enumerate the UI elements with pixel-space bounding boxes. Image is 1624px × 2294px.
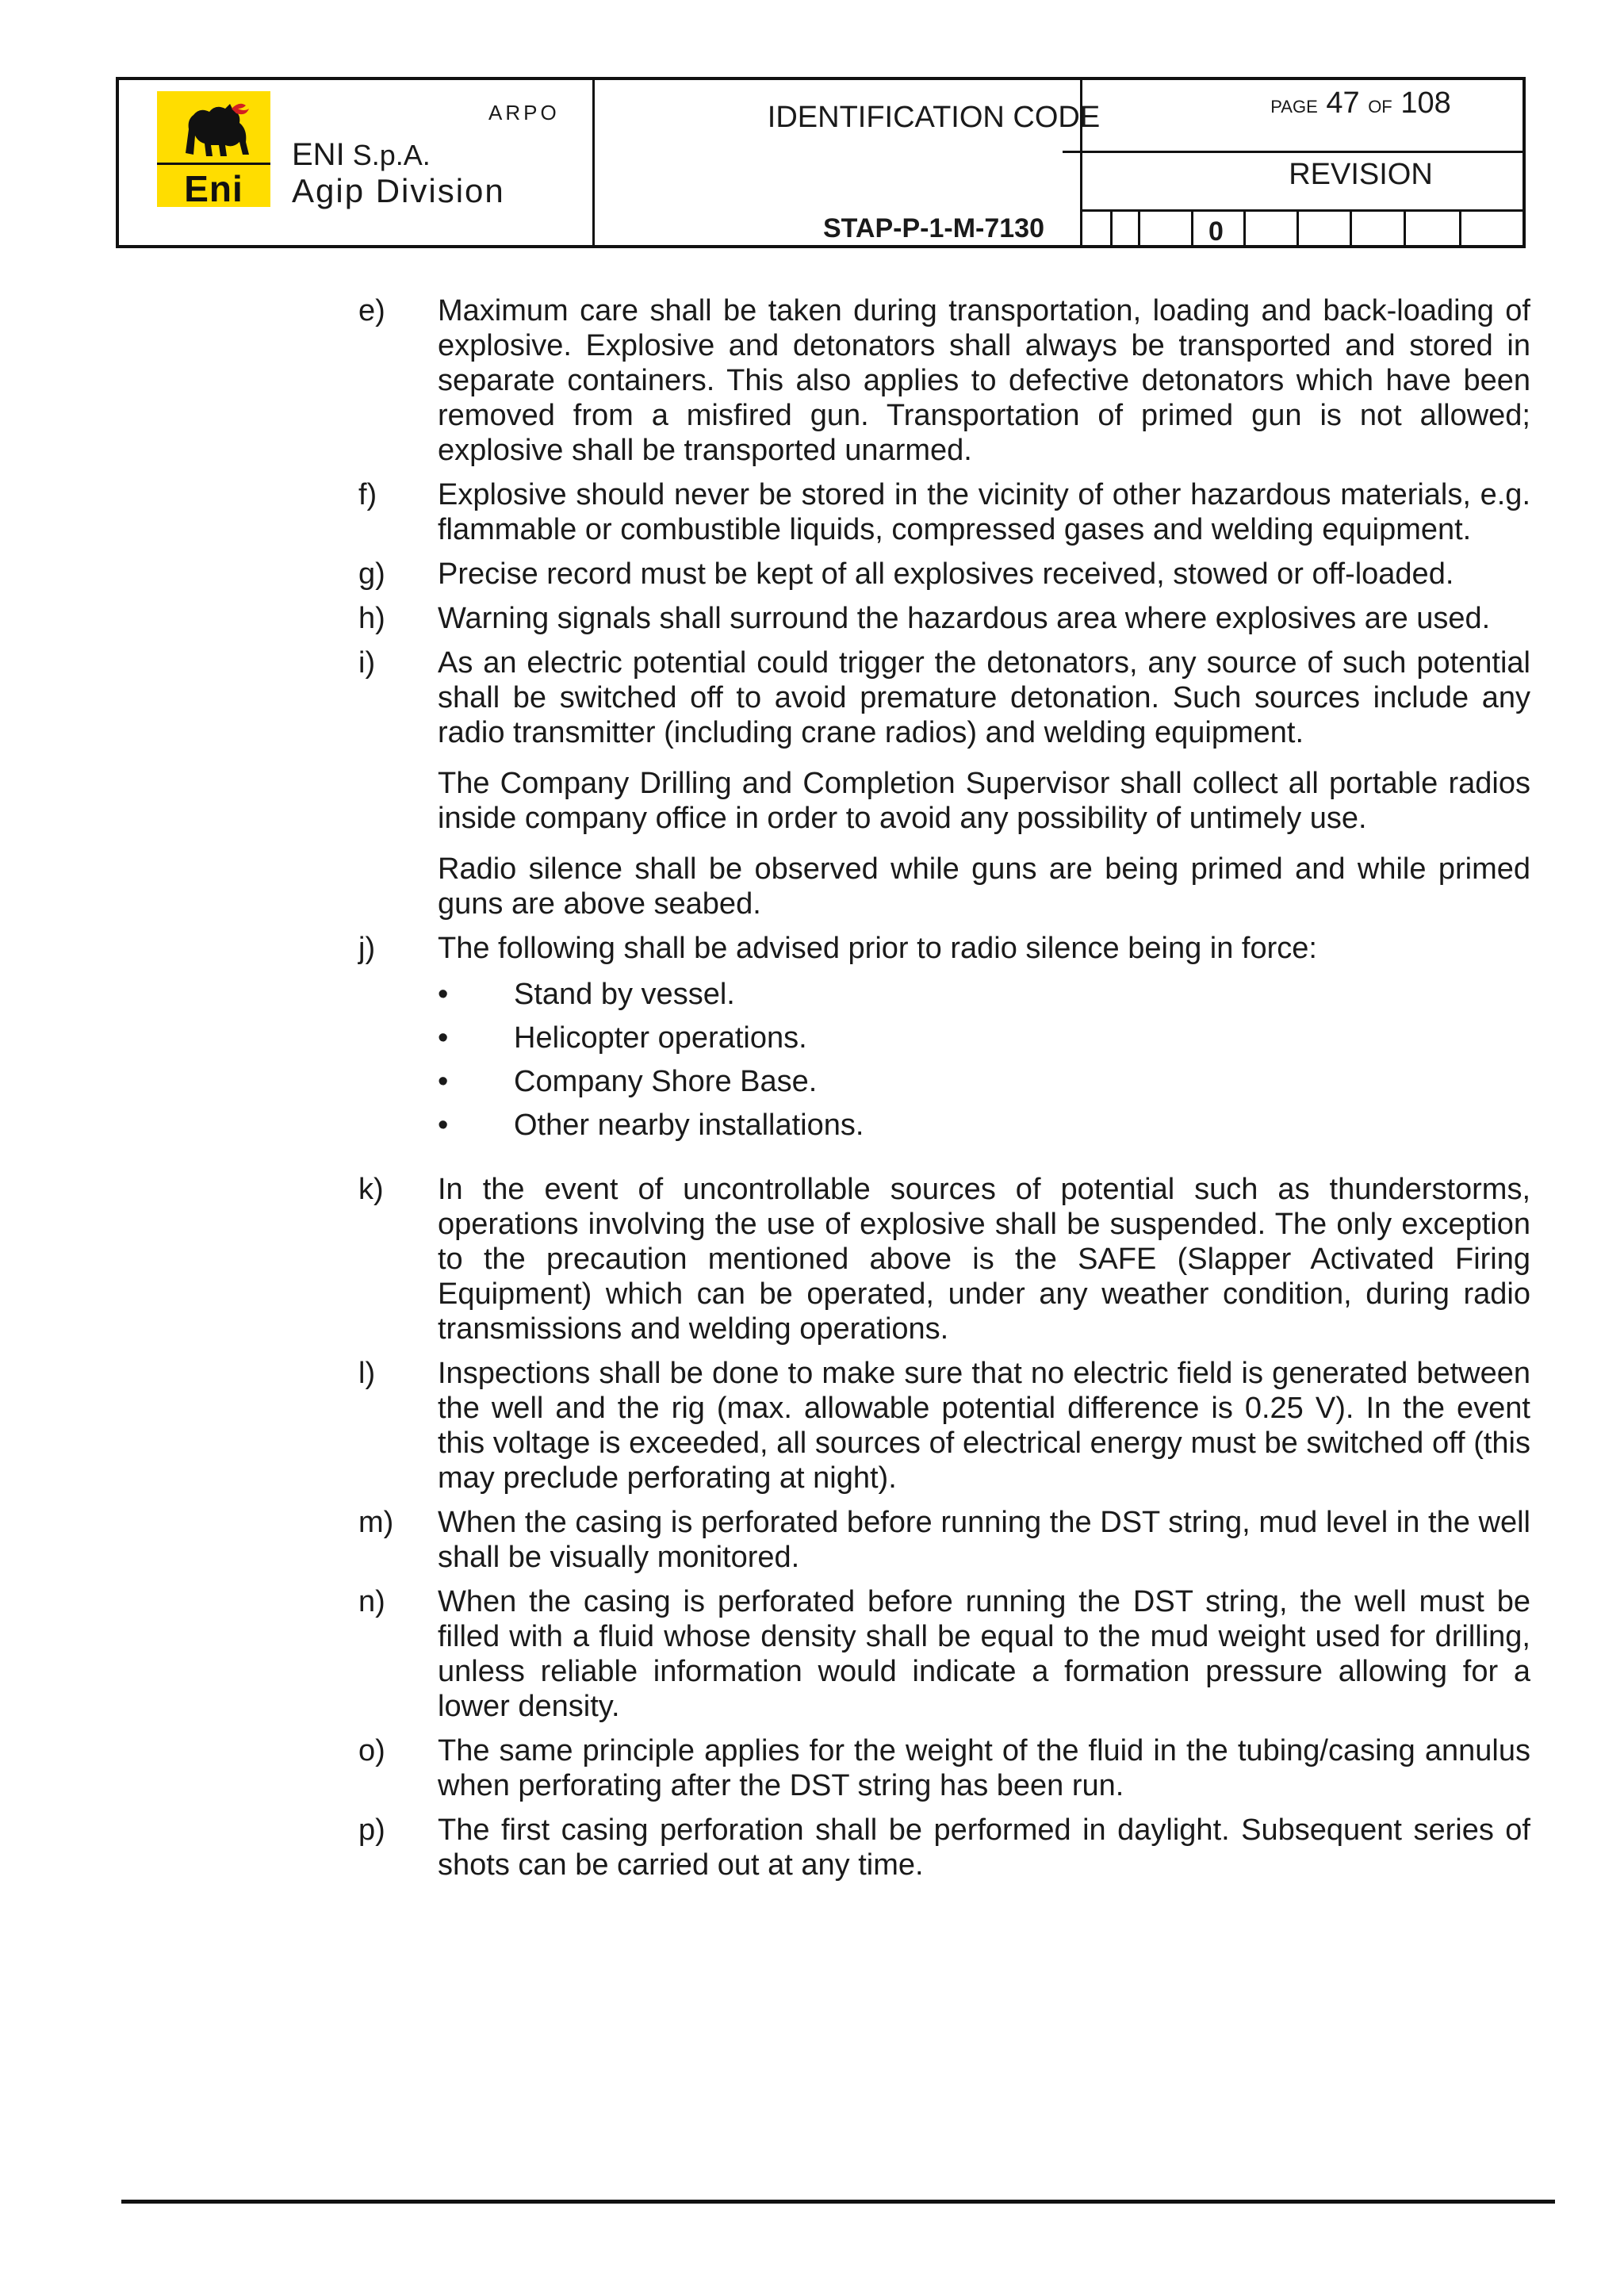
bullet-item xyxy=(438,1021,1530,1064)
item-paragraph: Explosive should never be stored in the vicinity of other hazardous materials, e.g. flammable or combustible liquids, compressed gases and welding equipment. xyxy=(438,478,1530,546)
item-label: m) xyxy=(358,1506,394,1539)
list-item xyxy=(358,601,1530,636)
footer-rule xyxy=(121,2200,1555,2204)
page-indicator xyxy=(1196,86,1526,121)
logo-rule xyxy=(157,163,270,165)
bullet-icon: • xyxy=(438,1109,449,1142)
eni-logo xyxy=(157,91,270,207)
bullet-text: Other nearby installations. xyxy=(514,1109,864,1142)
header-divider xyxy=(1063,151,1526,153)
company-name-main: ENI xyxy=(292,137,345,172)
item-label: i) xyxy=(358,646,376,680)
bullet-item xyxy=(438,1064,1530,1108)
revision-label: REVISION xyxy=(1289,158,1433,191)
item-label: j) xyxy=(358,932,376,965)
revision-cell-divider xyxy=(1350,209,1352,245)
revision-cell-divider xyxy=(1110,209,1113,245)
list-item xyxy=(358,1733,1530,1803)
item-label: h) xyxy=(358,602,385,635)
list-item xyxy=(358,1172,1530,1346)
item-paragraph: The following shall be advised prior to radio silence being in force: xyxy=(438,932,1317,965)
list-item xyxy=(358,1584,1530,1724)
item-paragraph: Precise record must be kept of all explosives received, stowed or off-loaded. xyxy=(438,557,1454,591)
bullet-text: Stand by vessel. xyxy=(514,978,735,1011)
list-item xyxy=(358,645,1530,921)
header-divider xyxy=(592,80,595,245)
item-label: p) xyxy=(358,1813,385,1847)
bullet-item xyxy=(438,977,1530,1021)
bullet-text: Company Shore Base. xyxy=(514,1065,818,1098)
bullet-item xyxy=(438,1108,1530,1151)
revision-cell-divider xyxy=(1138,209,1140,245)
item-paragraph: The Company Drilling and Completion Supervisor shall collect all portable radios inside company office in order to avoid any possibility of untimely use. xyxy=(438,767,1530,835)
list-item xyxy=(358,1356,1530,1496)
item-label: o) xyxy=(358,1734,385,1767)
item-paragraph: Warning signals shall surround the hazardous area where explosives are used. xyxy=(438,602,1491,635)
item-paragraph: When the casing is perforated before running the DST string, mud level in the well shall be visually monitored. xyxy=(438,1506,1530,1574)
company-suffix: S.p.A. xyxy=(352,139,431,171)
bullet-icon: • xyxy=(438,1065,449,1098)
division-name: Agip Division xyxy=(292,172,505,209)
item-paragraph: When the casing is perforated before running the DST string, the well must be filled with a fluid whose density shall be equal to the mud weight used for drilling, unless reliable information would indicate a formation pressure allowing for a lower density. xyxy=(438,1585,1530,1723)
revision-cell-divider xyxy=(1243,209,1246,245)
item-label: g) xyxy=(358,557,385,591)
bullet-list xyxy=(438,977,1530,1151)
revision-value: 0 xyxy=(1208,216,1224,247)
list-item xyxy=(358,477,1530,547)
item-paragraph: The same principle applies for the weight of the fluid in the tubing/casing annulus when perforating after the DST string has been run. xyxy=(438,1734,1530,1802)
revision-cell-divider xyxy=(1459,209,1461,245)
document-header xyxy=(116,77,1526,248)
six-legged-dog-icon xyxy=(170,98,258,163)
revision-cell-divider xyxy=(1191,209,1193,245)
arpo-label: ARPO xyxy=(488,101,560,124)
item-label: k) xyxy=(358,1173,384,1206)
bullet-icon: • xyxy=(438,1021,449,1055)
page-number: 47 xyxy=(1326,86,1360,120)
item-label: l) xyxy=(358,1357,376,1390)
identification-code: STAP-P-1-M-7130 xyxy=(823,213,1044,243)
list-item xyxy=(358,1813,1530,1882)
revision-cell-divider xyxy=(1297,209,1299,245)
list-item xyxy=(358,557,1530,592)
list-item xyxy=(358,1505,1530,1575)
page-word: PAGE xyxy=(1270,97,1318,117)
list-item xyxy=(358,293,1530,468)
item-label: n) xyxy=(358,1585,385,1618)
item-paragraph: The first casing perforation shall be performed in daylight. Subsequent series of shots can be carried out at any time. xyxy=(438,1813,1530,1882)
bullet-icon: • xyxy=(438,978,449,1011)
of-word: OF xyxy=(1368,97,1392,117)
item-label: e) xyxy=(358,294,385,327)
item-paragraph: As an electric potential could trigger the detonators, any source of such potential shall be switched off to avoid premature detonation. Such sources include any radio transmitter (including crane radios) and welding equipment. xyxy=(438,646,1530,749)
item-paragraph: Inspections shall be done to make sure that no electric field is generated between the well and the rig (max. allowable potential difference is 0.25 V). In the event this voltage is exceeded, all sources of electrical energy must be switched off (this may preclude perforating at night). xyxy=(438,1357,1530,1495)
company-name xyxy=(292,137,431,173)
item-paragraph: In the event of uncontrollable sources of potential such as thunderstorms, operations involving the use of explosive shall be suspended. The only exception to the precaution mentioned above is the SAFE (Slapper Activated Firing Equipment) which can be operated, under any weather condition, during radio transmissions and welding operations. xyxy=(438,1173,1530,1346)
item-label: f) xyxy=(358,478,377,511)
procedure-list xyxy=(358,293,1530,1892)
item-paragraph: Radio silence shall be observed while guns are being primed and while primed guns are above seabed. xyxy=(438,852,1530,921)
bullet-text: Helicopter operations. xyxy=(514,1021,807,1055)
identification-code-label: IDENTIFICATION CODE xyxy=(767,101,1101,134)
item-paragraph: Maximum care shall be taken during transportation, loading and back-loading of explosive. Explosive and detonators shall always be transported and stored in separate containers. This also applies to defective detonators which have been removed from a misfired gun. Transportation of primed gun is not allowed; explosive shall be transported unarmed. xyxy=(438,294,1530,467)
revision-cell-divider xyxy=(1404,209,1406,245)
list-item xyxy=(358,931,1530,1151)
logo-wordmark: Eni xyxy=(184,168,243,209)
page-total: 108 xyxy=(1400,86,1451,120)
